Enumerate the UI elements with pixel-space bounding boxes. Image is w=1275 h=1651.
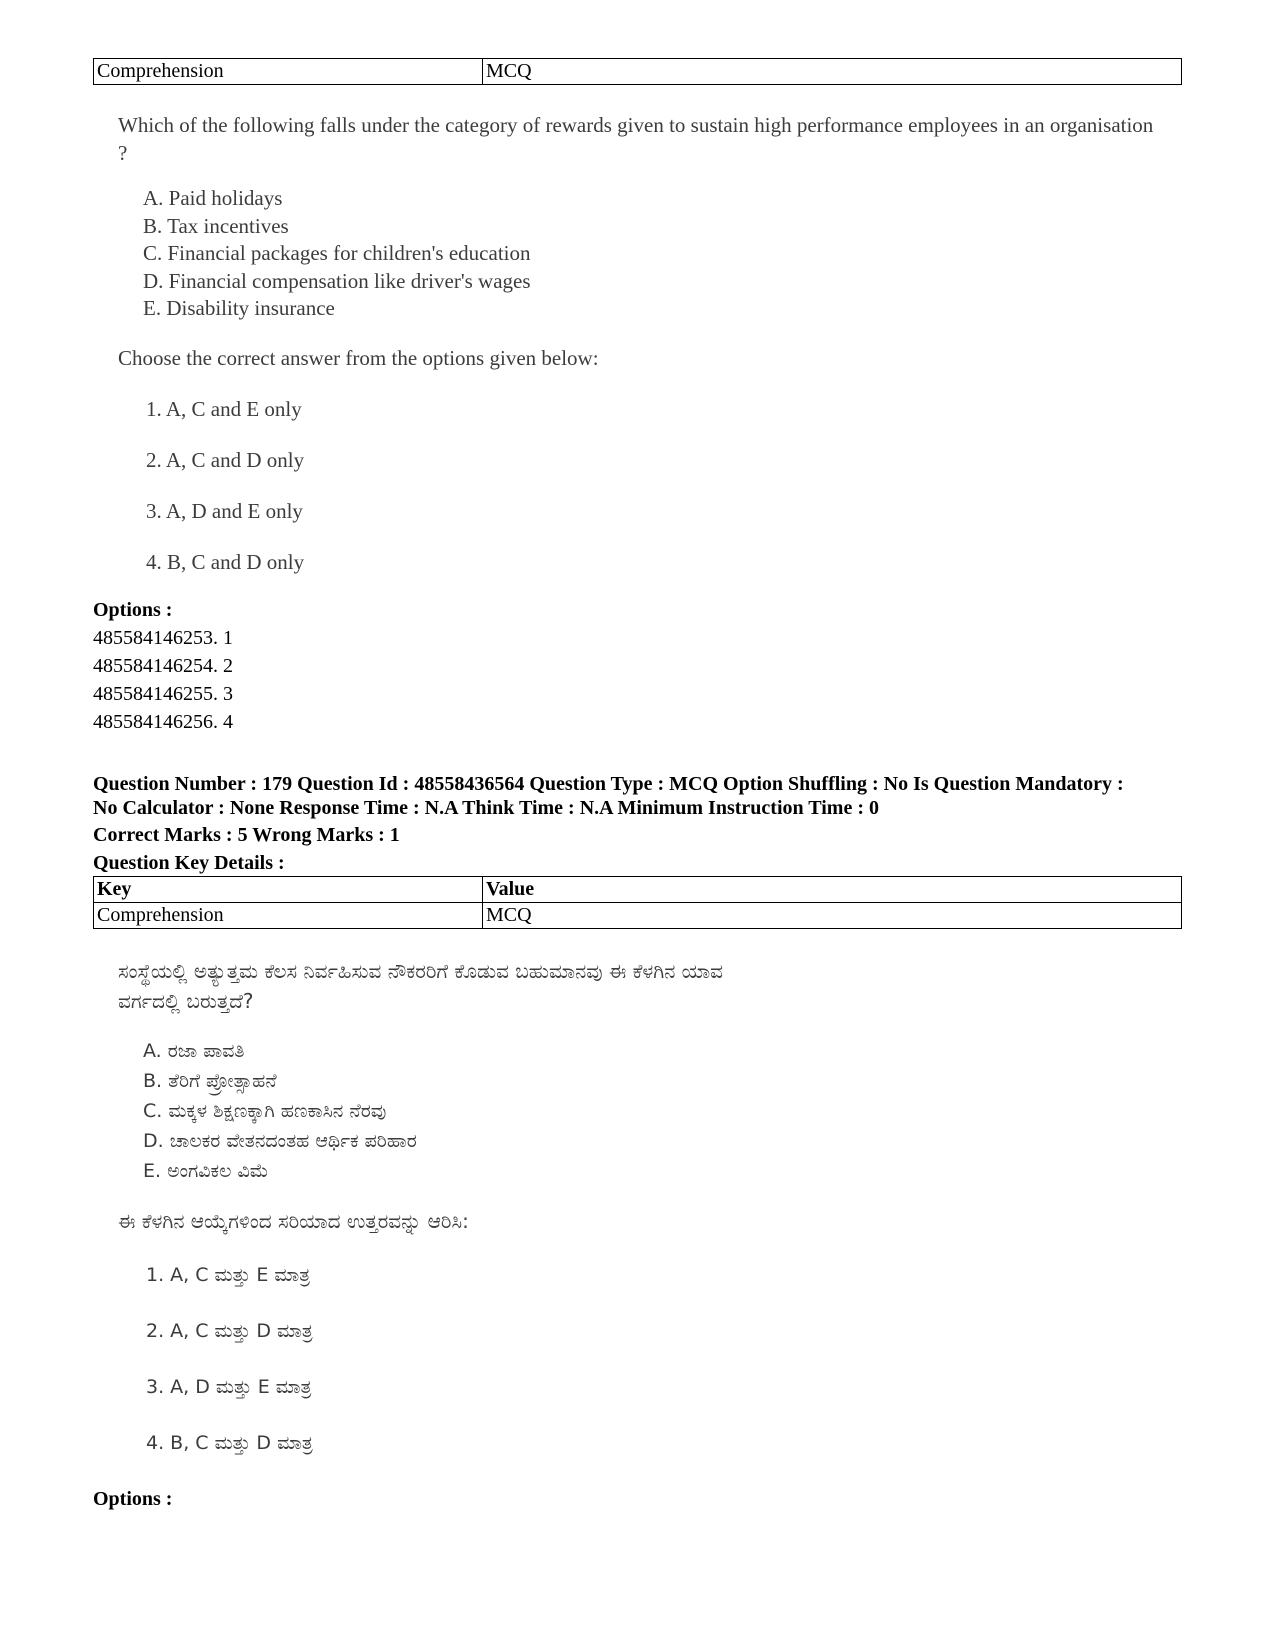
question-179-image [93,956,1158,1458]
options-label: Options : [93,599,173,621]
table-cell-key: Comprehension [94,903,483,929]
question-178-image [93,111,1158,576]
choose-instruction: ಈ ಕೆಳಗಿನ ಆಯ್ಕೆಗಳಿಂದ ಸರಿಯಾದ ಉತ್ತರವನ್ನು ಆರಿಸಿ: [118,1209,469,1233]
question-marks: Correct Marks : 5 Wrong Marks : 1 [93,824,400,846]
statement-b: B. Tax incentives [143,213,289,238]
question-179-meta [93,772,1193,875]
option-item: 485584146255. 3 [93,683,233,705]
table-header-key: Key [94,877,483,903]
option-item: 485584146253. 1 [93,627,233,649]
statement-a: A. Paid holidays [143,186,283,210]
question-text-line-2: ವರ್ಗದಲ್ಲಿ ಬರುತ್ತದೆ? [118,989,254,1013]
answer-choice-2: 2. A, C ಮತ್ತು D ಮಾತ್ರ [146,1320,313,1342]
statement-e: E. ಅಂಗವಿಕಲ ವಿಮೆ [143,1160,269,1182]
question-text-line-1: ಸಂಸ್ಥೆಯಲ್ಲಿ ಅತ್ಯುತ್ತಮ ಕೆಲಸ ನಿರ್ವಹಿಸುವ ನೌಕರರಿಗೆ ಕೊಡುವ ಬಹುಮಾನವು ಈ ಕೆಳಗಿನ ಯಾವ [118,959,723,983]
statement-e: E. Disability insurance [143,296,335,320]
question-178-options [93,596,233,736]
answer-choice-3: 3. A, D ಮತ್ತು E ಮಾತ್ರ [146,1376,312,1398]
options-label: Options : [93,1488,173,1510]
statement-d: D. ಚಾಲಕರ ವೇತನದಂತಹ ಆರ್ಥಿಕ ಪರಿಹಾರ [143,1130,417,1152]
table-cell-value: MCQ [483,903,1182,929]
question-meta-line-1: Question Number : 179 Question Id : 48558436564 Question Type : MCQ Option Shuffling : No Is Question Mandatory : [93,773,1124,795]
table-row [94,59,1182,85]
statement-a: A. ರಜಾ ಪಾವತಿ [143,1040,245,1062]
choose-instruction: Choose the correct answer from the options given below: [118,345,599,370]
table-row [94,903,1182,929]
statement-d: D. Financial compensation like driver's wages [143,268,531,293]
table-cell-value: MCQ [483,59,1182,85]
option-item: 485584146256. 4 [93,711,233,733]
option-item: 485584146254. 2 [93,655,233,677]
answer-choice-4: 4. B, C and D only [146,549,305,574]
question-key-details-label: Question Key Details : [93,852,285,874]
answer-choice-1: 1. A, C and E only [146,396,302,421]
question-text: Which of the following falls under the category of rewards given to sustain high performance employees in an organisation ? [118,113,1154,165]
answer-choice-1: 1. A, C ಮತ್ತು E ಮಾತ್ರ [146,1264,311,1286]
answer-choice-4: 4. B, C ಮತ್ತು D ಮಾತ್ರ [146,1432,313,1454]
question-meta-line-2: No Calculator : None Response Time : N.A Think Time : N.A Minimum Instruction Time : 0 [93,797,879,819]
table-header-row [94,877,1182,903]
top-key-value-table [93,58,1182,85]
statement-c: C. Financial packages for children's education [143,241,531,265]
answer-choice-2: 2. A, C and D only [146,447,305,472]
table-cell-key: Comprehension [94,59,483,85]
statement-b: B. ತೆರಿಗೆ ಪ್ರೋತ್ಸಾಹನೆ [143,1070,277,1092]
answer-choice-3: 3. A, D and E only [146,498,303,523]
question-179-key-table [93,876,1182,929]
table-header-value: Value [483,877,1182,903]
statement-c: C. ಮಕ್ಕಳ ಶಿಕ್ಷಣಕ್ಕಾಗಿ ಹಣಕಾಸಿನ ನೆರವು [143,1100,387,1122]
